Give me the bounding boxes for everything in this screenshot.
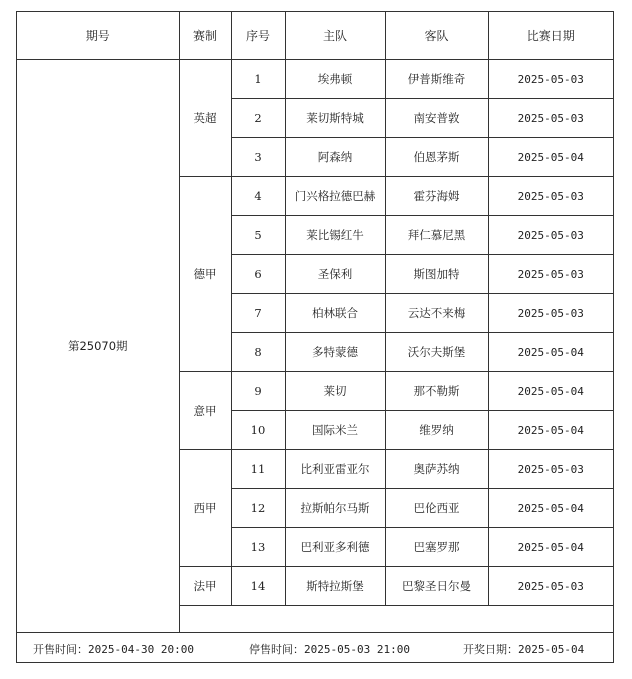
blank-cell: [179, 606, 613, 633]
match-date-cell: 2025-05-03: [488, 99, 613, 138]
seq-cell: 2: [231, 99, 285, 138]
match-date-cell: 2025-05-03: [488, 60, 613, 99]
sale-open-label: 开售时间：: [33, 643, 88, 656]
away-team-cell: 伯恩茅斯: [385, 138, 488, 177]
home-team-cell: 莱切: [285, 372, 385, 411]
match-date-cell: 2025-05-03: [488, 216, 613, 255]
match-date-cell: 2025-05-03: [488, 177, 613, 216]
home-team-cell: 拉斯帕尔马斯: [285, 489, 385, 528]
away-team-cell: 伊普斯维奇: [385, 60, 488, 99]
seq-cell: 11: [231, 450, 285, 489]
seq-cell: 5: [231, 216, 285, 255]
match-date-cell: 2025-05-04: [488, 411, 613, 450]
seq-cell: 14: [231, 567, 285, 606]
seq-cell: 8: [231, 333, 285, 372]
away-team-cell: 巴塞罗那: [385, 528, 488, 567]
issue-cell: 第25070期: [17, 60, 179, 633]
match-date-cell: 2025-05-04: [488, 489, 613, 528]
away-team-cell: 拜仁慕尼黑: [385, 216, 488, 255]
match-date-cell: 2025-05-03: [488, 567, 613, 606]
sale-open-info: [33, 641, 194, 657]
sale-stop-time: 2025-05-03 21:00: [304, 643, 410, 656]
league-cell: 英超: [179, 60, 231, 177]
league-cell: 意甲: [179, 372, 231, 450]
match-date-cell: 2025-05-04: [488, 138, 613, 177]
league-cell: 西甲: [179, 450, 231, 567]
home-team-cell: 巴利亚多利德: [285, 528, 385, 567]
away-team-cell: 巴黎圣日尔曼: [385, 567, 488, 606]
seq-cell: 10: [231, 411, 285, 450]
home-team-cell: 斯特拉斯堡: [285, 567, 385, 606]
sale-stop-label: 停售时间：: [249, 643, 304, 656]
home-team-cell: 莱切斯特城: [285, 99, 385, 138]
seq-cell: 6: [231, 255, 285, 294]
draw-date-label: 开奖日期：: [463, 643, 518, 656]
match-date-cell: 2025-05-03: [488, 450, 613, 489]
away-team-cell: 巴伦西亚: [385, 489, 488, 528]
header-home: 主队: [285, 12, 385, 60]
match-date-cell: 2025-05-04: [488, 528, 613, 567]
match-date-cell: 2025-05-03: [488, 255, 613, 294]
match-schedule-table: [17, 12, 613, 633]
home-team-cell: 阿森纳: [285, 138, 385, 177]
header-competition: 赛制: [179, 12, 231, 60]
header-date: 比赛日期: [488, 12, 613, 60]
header-issue: 期号: [17, 12, 179, 60]
away-team-cell: 云达不来梅: [385, 294, 488, 333]
draw-date-value: 2025-05-04: [518, 643, 585, 656]
sale-info-footer: [17, 635, 613, 663]
lottery-schedule-sheet: [16, 11, 614, 663]
seq-cell: 9: [231, 372, 285, 411]
seq-cell: 13: [231, 528, 285, 567]
away-team-cell: 斯图加特: [385, 255, 488, 294]
away-team-cell: 沃尔夫斯堡: [385, 333, 488, 372]
seq-cell: 12: [231, 489, 285, 528]
seq-cell: 3: [231, 138, 285, 177]
draw-date-info: [463, 641, 584, 657]
away-team-cell: 维罗纳: [385, 411, 488, 450]
seq-cell: 4: [231, 177, 285, 216]
match-date-cell: 2025-05-03: [488, 294, 613, 333]
home-team-cell: 埃弗顿: [285, 60, 385, 99]
home-team-cell: 柏林联合: [285, 294, 385, 333]
home-team-cell: 门兴格拉德巴赫: [285, 177, 385, 216]
header-seq: 序号: [231, 12, 285, 60]
match-date-cell: 2025-05-04: [488, 333, 613, 372]
sale-open-time: 2025-04-30 20:00: [88, 643, 194, 656]
home-team-cell: 比利亚雷亚尔: [285, 450, 385, 489]
sale-stop-info: [249, 641, 410, 657]
away-team-cell: 南安普敦: [385, 99, 488, 138]
header-away: 客队: [385, 12, 488, 60]
home-team-cell: 圣保利: [285, 255, 385, 294]
league-cell: 德甲: [179, 177, 231, 372]
seq-cell: 7: [231, 294, 285, 333]
league-cell: 法甲: [179, 567, 231, 606]
away-team-cell: 奥萨苏纳: [385, 450, 488, 489]
table-row: [17, 60, 613, 99]
match-date-cell: 2025-05-04: [488, 372, 613, 411]
home-team-cell: 国际米兰: [285, 411, 385, 450]
home-team-cell: 莱比锡红牛: [285, 216, 385, 255]
home-team-cell: 多特蒙德: [285, 333, 385, 372]
seq-cell: 1: [231, 60, 285, 99]
away-team-cell: 霍芬海姆: [385, 177, 488, 216]
header-row: [17, 12, 613, 60]
away-team-cell: 那不勒斯: [385, 372, 488, 411]
